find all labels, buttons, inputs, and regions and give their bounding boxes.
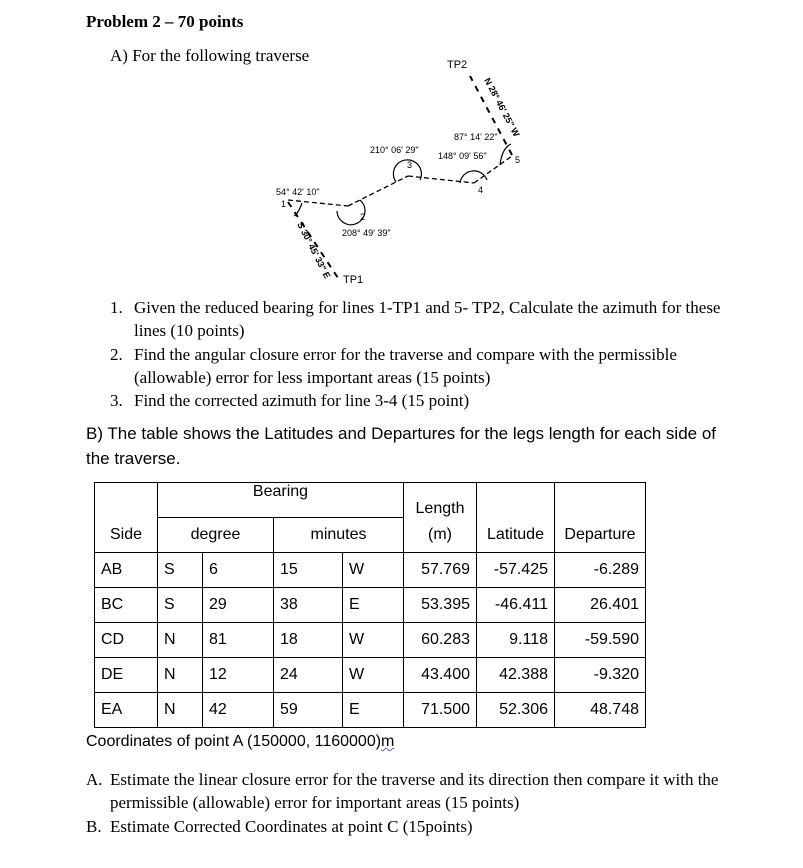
- header-length-1: Length: [404, 483, 477, 518]
- cell-minutes: 38: [274, 588, 343, 623]
- station-4-label: 4: [478, 185, 484, 195]
- cell-length: 53.395: [404, 588, 477, 623]
- table-row: [95, 623, 646, 658]
- cell-side: EA: [95, 693, 158, 728]
- header-latitude-spacer: [477, 483, 555, 518]
- cell-latitude: -57.425: [477, 553, 555, 588]
- cell-departure: -9.320: [555, 658, 646, 693]
- cell-ns: S: [158, 588, 203, 623]
- header-departure: Departure: [555, 518, 646, 553]
- table-header-row-2: [95, 518, 646, 553]
- header-length-2: (m): [404, 518, 477, 553]
- cell-ns: S: [158, 553, 203, 588]
- cell-minutes: 15: [274, 553, 343, 588]
- cell-side: BC: [95, 588, 158, 623]
- header-side: Side: [95, 518, 158, 553]
- question-b-a-text: Estimate the linear closure error for the traverse and its direction then compare it with the permissible (allowable) error for important areas (15 points): [110, 770, 719, 812]
- cell-latitude: 9.118: [477, 623, 555, 658]
- problem-title: Problem 2 – 70 points: [86, 12, 244, 31]
- cell-degree: 42: [203, 693, 274, 728]
- traverse-diagram: [0, 0, 803, 300]
- cell-side: AB: [95, 553, 158, 588]
- header-bearing: Bearing: [158, 483, 404, 518]
- angle-5-label: 87° 14' 22": [454, 132, 498, 142]
- angle-arc-5: [500, 144, 511, 165]
- cell-side: CD: [95, 623, 158, 658]
- cell-length: 57.769: [404, 553, 477, 588]
- bearing-5-tp2-label: N 28° 46' 25" W: [482, 76, 522, 139]
- header-departure-spacer: [555, 483, 646, 518]
- cell-ew: E: [343, 588, 404, 623]
- question-a-3-text: Find the corrected azimuth for line 3-4 (15 point): [134, 391, 470, 410]
- lat-dep-table: [94, 482, 646, 728]
- header-degree: degree: [158, 518, 274, 553]
- cell-ew: E: [343, 693, 404, 728]
- question-a-1-text: Given the reduced bearing for lines 1-TP1 and 5- TP2, Calculate the azimuth for these lines (10 points): [134, 298, 721, 340]
- question-a-3-number: 3.: [110, 391, 123, 410]
- coordinates-line: [86, 733, 394, 751]
- cell-latitude: 42.388: [477, 658, 555, 693]
- header-side-spacer: [95, 483, 158, 518]
- cell-ns: N: [158, 623, 203, 658]
- cell-minutes: 24: [274, 658, 343, 693]
- cell-length: 43.400: [404, 658, 477, 693]
- cell-ew: W: [343, 658, 404, 693]
- part-a-intro: A) For the following traverse: [110, 46, 310, 65]
- cell-length: 60.283: [404, 623, 477, 658]
- cell-minutes: 59: [274, 693, 343, 728]
- cell-length: 71.500: [404, 693, 477, 728]
- leg-1-2: [288, 200, 348, 206]
- cell-ns: N: [158, 658, 203, 693]
- bearing-1-tp1-label: S 30° 45' 33" E: [295, 220, 333, 281]
- cell-ew: W: [343, 553, 404, 588]
- leg-2-3: [348, 176, 408, 206]
- cell-latitude: -46.411: [477, 588, 555, 623]
- cell-degree: 29: [203, 588, 274, 623]
- cell-ns: N: [158, 693, 203, 728]
- angle-3-label: 210° 06' 29": [370, 145, 419, 155]
- table-row: [95, 588, 646, 623]
- cell-departure: 48.748: [555, 693, 646, 728]
- cell-degree: 81: [203, 623, 274, 658]
- station-2-label: 2: [360, 212, 366, 222]
- station-1-label: 1: [281, 199, 287, 209]
- station-5-label: 5: [515, 155, 521, 165]
- station-3-label: 3: [407, 160, 413, 170]
- header-latitude: Latitude: [477, 518, 555, 553]
- coordinates-text: Coordinates of point A (150000, 1160000): [86, 733, 382, 750]
- cell-minutes: 18: [274, 623, 343, 658]
- cell-departure: -6.289: [555, 553, 646, 588]
- cell-degree: 6: [203, 553, 274, 588]
- question-a-1-number: 1.: [110, 298, 123, 317]
- cell-latitude: 52.306: [477, 693, 555, 728]
- cell-ew: W: [343, 623, 404, 658]
- question-b-a-letter: A.: [86, 770, 103, 789]
- table-header-row-1: [95, 483, 646, 518]
- header-minutes: minutes: [274, 518, 404, 553]
- table-row: [95, 553, 646, 588]
- question-b-b-text: Estimate Corrected Coordinates at point C (15points): [110, 817, 473, 836]
- cell-departure: 26.401: [555, 588, 646, 623]
- cell-side: DE: [95, 658, 158, 693]
- table-row: [95, 658, 646, 693]
- cell-departure: -59.590: [555, 623, 646, 658]
- coordinates-unit: m: [381, 733, 395, 750]
- tp1-label: TP1: [343, 274, 364, 286]
- tp2-label: TP2: [447, 59, 468, 71]
- table-row: [95, 693, 646, 728]
- angle-4-label: 148° 09' 56": [438, 151, 487, 161]
- question-a-2-number: 2.: [110, 345, 123, 364]
- angle-1-label: 54° 42' 10": [276, 187, 320, 197]
- question-b-b-letter: B.: [86, 817, 102, 836]
- leg-3-4: [408, 176, 474, 183]
- angle-2-label: 208° 49' 39": [342, 228, 391, 238]
- part-b-intro: B) The table shows the Latitudes and Departures for the legs length for each side of the traverse.: [86, 424, 717, 468]
- question-a-2-text: Find the angular closure error for the traverse and compare with the permissible (allowable) error for less important areas (15 points): [134, 345, 677, 387]
- cell-degree: 12: [203, 658, 274, 693]
